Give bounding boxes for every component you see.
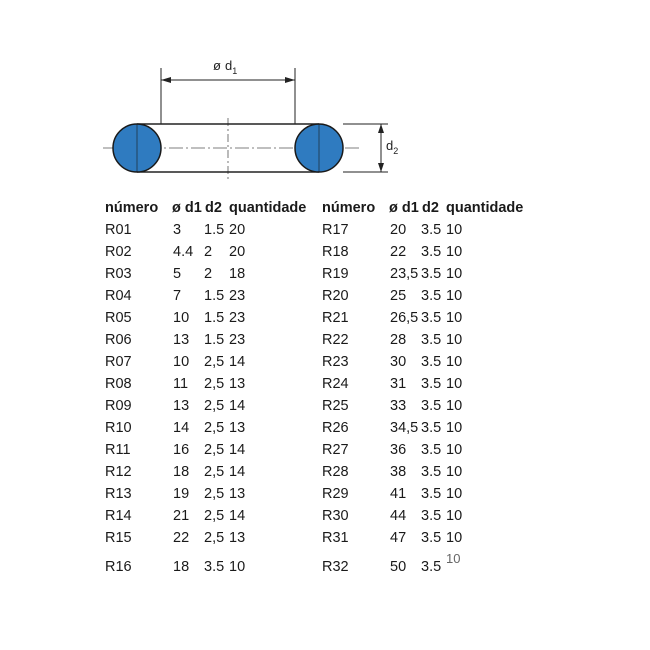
cell-d1: 3 <box>173 222 182 238</box>
cell-d1: 25 <box>390 288 407 304</box>
cell-numero: R26 <box>322 420 349 436</box>
cell-d1: 18 <box>173 464 190 480</box>
cell-d1: 14 <box>173 420 190 436</box>
cell-quantidade: 10 <box>446 442 463 458</box>
cell-d2: 3.5 <box>421 398 442 414</box>
header-numero: número <box>322 200 376 216</box>
cell-numero: R16 <box>105 559 132 575</box>
cell-quantidade: 10 <box>446 486 463 502</box>
cell-d2: 1.5 <box>204 222 225 238</box>
cell-quantidade: 13 <box>229 420 246 436</box>
cell-quantidade: 13 <box>229 530 246 546</box>
cell-numero: R21 <box>322 310 349 326</box>
cell-d1: 28 <box>390 332 407 348</box>
d1-letter: d <box>224 58 233 73</box>
cell-d2: 1.5 <box>204 288 225 304</box>
cell-quantidade: 23 <box>229 288 246 304</box>
cell-numero: R08 <box>105 376 132 392</box>
cell-numero: R03 <box>105 266 132 282</box>
cell-quantidade: 14 <box>229 464 246 480</box>
cell-d2: 3.5 <box>421 376 442 392</box>
cell-numero: R24 <box>322 376 349 392</box>
cell-numero: R19 <box>322 266 349 282</box>
cell-d2: 2,5 <box>204 354 225 370</box>
cell-d2: 2 <box>204 244 213 260</box>
cell-d2: 3.5 <box>421 266 442 282</box>
cell-quantidade: 10 <box>446 266 463 282</box>
cell-numero: R13 <box>105 486 132 502</box>
cell-quantidade: 14 <box>229 354 246 370</box>
cell-quantidade: 13 <box>229 376 246 392</box>
cell-numero: R12 <box>105 464 132 480</box>
cell-d2: 3.5 <box>421 559 442 575</box>
cell-numero: R10 <box>105 420 132 436</box>
cell-d1: 13 <box>173 332 190 348</box>
d1-arrow-right <box>285 77 295 83</box>
cell-quantidade: 10 <box>446 551 461 566</box>
header-d2: d2 <box>205 200 222 216</box>
cell-numero: R07 <box>105 354 132 370</box>
cell-numero: R04 <box>105 288 132 304</box>
cell-d1: 33 <box>390 398 407 414</box>
cell-d1: 16 <box>173 442 190 458</box>
d2-arrow-bottom <box>378 163 384 172</box>
cell-quantidade: 10 <box>446 310 463 326</box>
d2-label <box>386 138 398 156</box>
cell-numero: R22 <box>322 332 349 348</box>
cell-quantidade: 14 <box>229 508 246 524</box>
cell-d2: 2,5 <box>204 442 225 458</box>
cell-quantidade: 23 <box>229 310 246 326</box>
cell-d1: 26,5 <box>390 310 419 326</box>
cell-d1: 22 <box>173 530 190 546</box>
d1-arrow-left <box>161 77 171 83</box>
cell-numero: R14 <box>105 508 132 524</box>
cell-quantidade: 10 <box>446 398 463 414</box>
cell-d2: 1.5 <box>204 310 225 326</box>
header-d1: ø d1 <box>389 200 419 216</box>
cell-d2: 3.5 <box>421 420 442 436</box>
cell-d2: 3.5 <box>421 354 442 370</box>
cell-d1: 50 <box>390 559 407 575</box>
cell-numero: R20 <box>322 288 349 304</box>
cell-quantidade: 14 <box>229 398 246 414</box>
cell-quantidade: 10 <box>446 244 463 260</box>
cell-numero: R31 <box>322 530 349 546</box>
cell-quantidade: 20 <box>229 244 246 260</box>
cell-quantidade: 14 <box>229 442 246 458</box>
cell-d1: 4.4 <box>173 244 194 260</box>
d2-letter: d <box>386 138 394 153</box>
cell-d1: 34,5 <box>390 420 419 436</box>
cell-d1: 13 <box>173 398 190 414</box>
cell-d2: 2,5 <box>204 420 225 436</box>
cell-numero: R06 <box>105 332 132 348</box>
header-d1: ø d1 <box>172 200 202 216</box>
cell-d2: 3.5 <box>421 288 442 304</box>
d2-arrow-top <box>378 124 384 133</box>
cell-numero: R17 <box>322 222 349 238</box>
cell-numero: R15 <box>105 530 132 546</box>
cell-d1: 44 <box>390 508 407 524</box>
cell-d2: 3.5 <box>421 244 442 260</box>
cell-d2: 3.5 <box>421 530 442 546</box>
cell-numero: R18 <box>322 244 349 260</box>
cell-d2: 2,5 <box>204 464 225 480</box>
cell-d2: 3.5 <box>421 442 442 458</box>
cell-d1: 10 <box>173 310 190 326</box>
cell-numero: R29 <box>322 486 349 502</box>
cell-d2: 3.5 <box>421 310 442 326</box>
cell-d1: 38 <box>390 464 407 480</box>
cell-d1: 23,5 <box>390 266 419 282</box>
o-ring-cross-section-diagram <box>0 0 650 190</box>
cell-quantidade: 10 <box>446 376 463 392</box>
header-numero: número <box>105 200 159 216</box>
cell-quantidade: 10 <box>446 530 463 546</box>
cell-d1: 30 <box>390 354 407 370</box>
cell-quantidade: 20 <box>229 222 246 238</box>
cell-d1: 7 <box>173 288 182 304</box>
cell-d2: 3.5 <box>204 559 225 575</box>
cell-d2: 2 <box>204 266 213 282</box>
cell-d1: 22 <box>390 244 407 260</box>
d2-subscript: 2 <box>393 146 399 156</box>
cell-d1: 20 <box>390 222 407 238</box>
cell-d2: 3.5 <box>421 222 442 238</box>
cell-numero: R05 <box>105 310 132 326</box>
cell-quantidade: 10 <box>446 420 463 436</box>
cell-quantidade: 10 <box>446 288 463 304</box>
cell-d1: 18 <box>173 559 190 575</box>
cell-quantidade: 10 <box>229 559 246 575</box>
cell-d1: 5 <box>173 266 182 282</box>
cell-d1: 47 <box>390 530 407 546</box>
cell-numero: R01 <box>105 222 132 238</box>
cell-d1: 36 <box>390 442 407 458</box>
cell-quantidade: 10 <box>446 332 463 348</box>
cell-d2: 3.5 <box>421 332 442 348</box>
cell-d1: 11 <box>173 376 189 392</box>
cell-quantidade: 18 <box>229 266 246 282</box>
cell-d1: 41 <box>390 486 407 502</box>
cell-numero: R11 <box>105 442 131 458</box>
cell-d1: 10 <box>173 354 190 370</box>
cell-quantidade: 10 <box>446 222 463 238</box>
cell-d2: 3.5 <box>421 508 442 524</box>
cell-numero: R25 <box>322 398 349 414</box>
cell-numero: R32 <box>322 559 349 575</box>
cell-d2: 2,5 <box>204 376 225 392</box>
cell-quantidade: 13 <box>229 486 246 502</box>
d1-label <box>213 58 237 76</box>
cell-d1: 31 <box>390 376 407 392</box>
header-d2: d2 <box>422 200 439 216</box>
cell-numero: R28 <box>322 464 349 480</box>
cell-d1: 21 <box>173 508 190 524</box>
cell-quantidade: 10 <box>446 464 463 480</box>
cell-d2: 2,5 <box>204 486 225 502</box>
cell-d2: 2,5 <box>204 508 225 524</box>
header-quantidade: quantidade <box>229 200 307 216</box>
cell-quantidade: 23 <box>229 332 246 348</box>
cell-numero: R30 <box>322 508 349 524</box>
d1-subscript: 1 <box>232 66 238 76</box>
d1-symbol: ø <box>213 58 221 73</box>
cell-d2: 1.5 <box>204 332 225 348</box>
cell-quantidade: 10 <box>446 508 463 524</box>
cell-d1: 19 <box>173 486 190 502</box>
cell-numero: R23 <box>322 354 349 370</box>
cell-d2: 3.5 <box>421 464 442 480</box>
cell-numero: R02 <box>105 244 132 260</box>
cell-d2: 2,5 <box>204 530 225 546</box>
cell-numero: R27 <box>322 442 349 458</box>
header-quantidade: quantidade <box>446 200 524 216</box>
cell-d2: 2,5 <box>204 398 225 414</box>
cell-quantidade: 10 <box>446 354 463 370</box>
cell-numero: R09 <box>105 398 132 414</box>
cell-d2: 3.5 <box>421 486 442 502</box>
